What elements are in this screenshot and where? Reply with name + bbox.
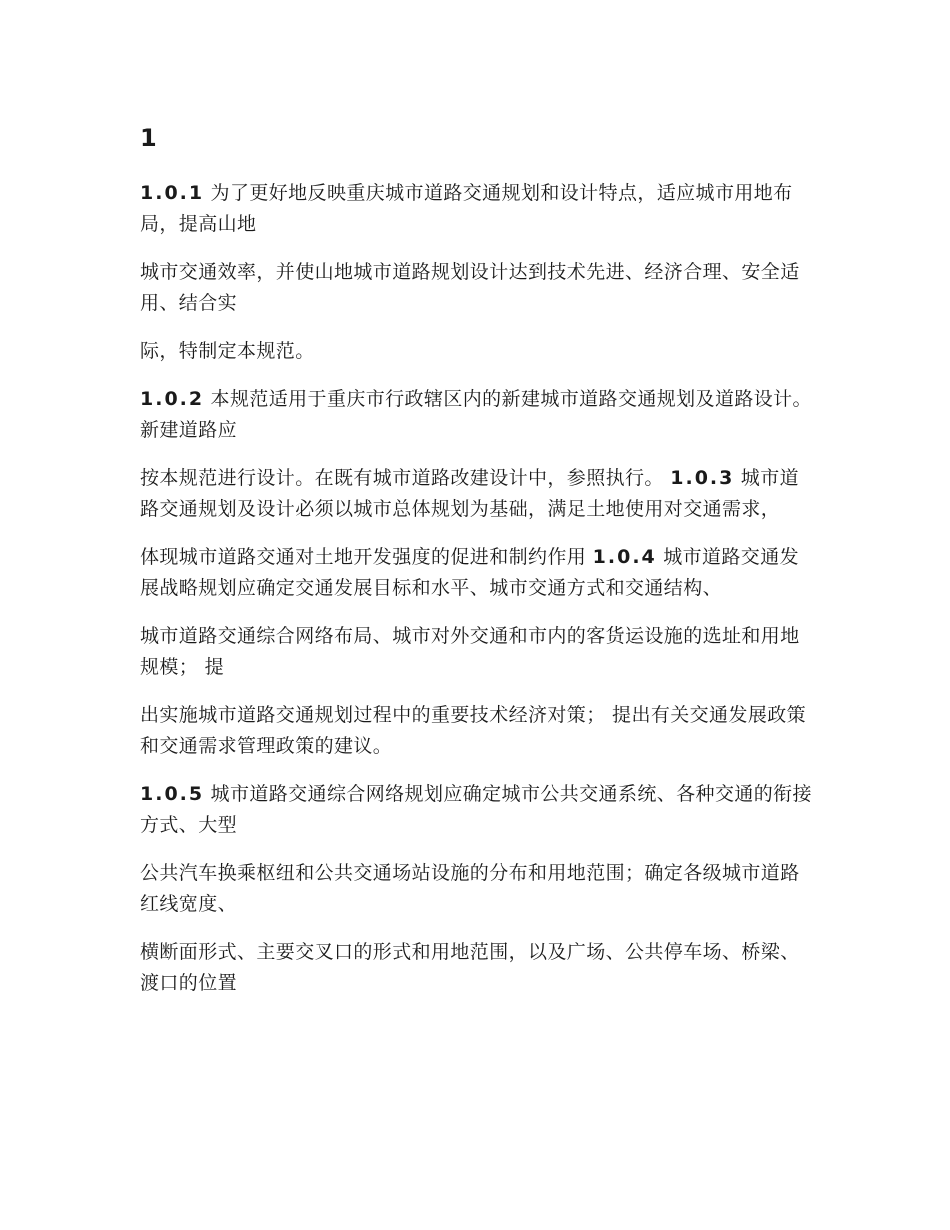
paragraph-text: 横断面形式、主要交叉口的形式和用地范围，以及广场、公共停车场、桥梁、渡口的位置 xyxy=(140,941,800,994)
paragraph-text: 城市交通效率，并使山地城市道路规划设计达到技术先进、经济合理、安全适用、结合实 xyxy=(140,261,800,314)
paragraph xyxy=(140,937,812,999)
paragraph-text: 本规范适用于重庆市行政辖区内的新建城市道路交通规划及道路设计。新建道路应 xyxy=(140,388,812,441)
paragraph xyxy=(140,542,812,604)
clause-number: 1.0.3 xyxy=(670,467,735,489)
clause-number: 1.0.1 xyxy=(140,182,205,204)
paragraph xyxy=(140,336,812,367)
clause-number: 1.0.2 xyxy=(140,388,205,410)
document-body xyxy=(140,178,812,1016)
paragraph xyxy=(140,463,812,525)
paragraph xyxy=(140,700,812,762)
paragraph xyxy=(140,257,812,319)
paragraph xyxy=(140,178,812,240)
paragraph-text: 公共汽车换乘枢纽和公共交通场站设施的分布和用地范围；确定各级城市道路红线宽度、 xyxy=(140,862,800,915)
paragraph xyxy=(140,779,812,841)
paragraph-text: 城市道路交通综合网络规划应确定城市公共交通系统、各种交通的衔接方式、大型 xyxy=(140,783,812,836)
paragraph-text: 为了更好地反映重庆城市道路交通规划和设计特点，适应城市用地布局，提高山地 xyxy=(140,182,793,235)
clause-number: 1.0.5 xyxy=(140,783,205,805)
paragraph-text: 按本规范进行设计。在既有城市道路改建设计中，参照执行。 xyxy=(140,467,671,489)
paragraph xyxy=(140,384,812,446)
paragraph-text: 城市道路交通发展战略规划应确定交通发展目标和水平、城市交通方式和交通结构、 xyxy=(140,546,800,599)
paragraph xyxy=(140,858,812,920)
clause-number: 1.0.4 xyxy=(592,546,657,568)
paragraph-text: 出实施城市道路交通规划过程中的重要技术经济对策； 提出有关交通发展政策和交通需求管理政策的建议。 xyxy=(140,704,807,757)
paragraph xyxy=(140,621,812,683)
chapter-heading: 1 xyxy=(140,124,157,152)
paragraph-text: 际，特制定本规范。 xyxy=(140,340,315,362)
paragraph-text: 城市道路交通综合网络布局、城市对外交通和市内的客货运设施的选址和用地规模； 提 xyxy=(140,625,800,678)
paragraph-text: 城市道路交通规划及设计必须以城市总体规划为基础，满足土地使用对交通需求， xyxy=(140,467,799,520)
paragraph-text: 体现城市道路交通对土地开发强度的促进和制约作用 xyxy=(140,546,593,568)
